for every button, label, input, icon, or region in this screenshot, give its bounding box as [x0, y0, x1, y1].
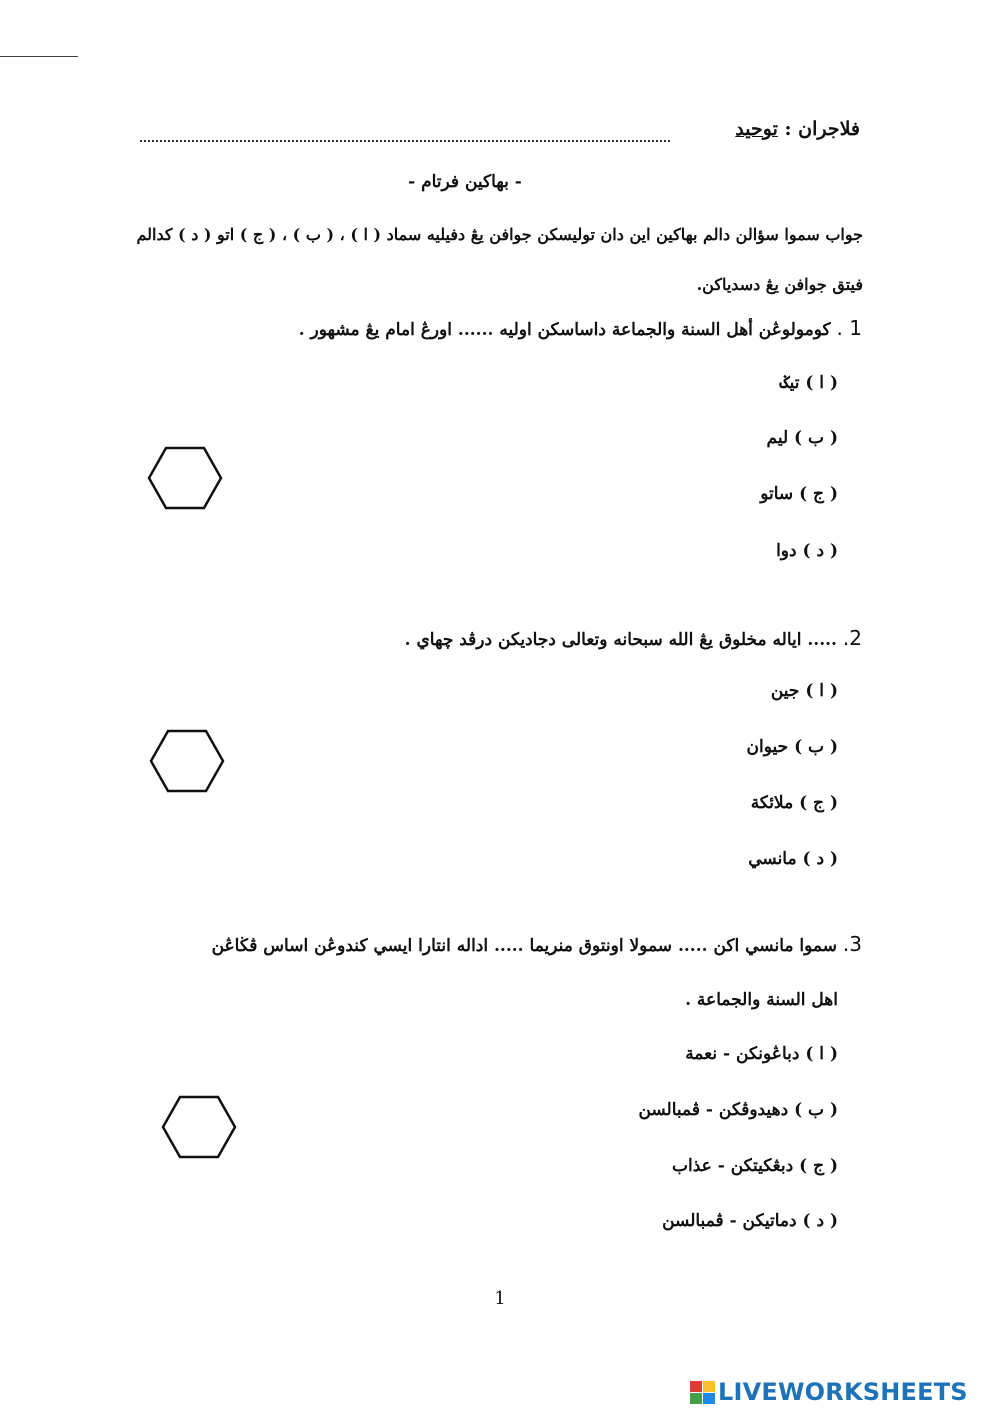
- hexagon-icon: [147, 446, 223, 510]
- question-2: [405, 626, 862, 650]
- title-row: [140, 118, 860, 148]
- q1-answer-box[interactable]: [147, 446, 223, 510]
- page-number: 1: [494, 1288, 506, 1309]
- q3-answer-box[interactable]: [161, 1095, 237, 1159]
- liveworksheets-brand[interactable]: [690, 1378, 994, 1408]
- q3-option-c[interactable]: ( ج ) دبڠكيتكن - عذاب: [672, 1156, 838, 1176]
- question-1: [299, 316, 862, 340]
- q1-option-d[interactable]: ( د ) دوا: [776, 541, 838, 561]
- q2-option-a[interactable]: ( ا ) جين: [770, 681, 838, 701]
- question-3-continuation: اهل السنة والجماعة .: [685, 990, 838, 1010]
- q1-option-b[interactable]: ( ب ) ليم: [766, 428, 838, 448]
- question-2-text: ..... اياله مخلوق يڠ الله سبحانه وتعالى دجاديكن درڤد چهاي .: [404, 630, 837, 650]
- subject-heading: [735, 118, 860, 140]
- name-dotted-line: [140, 140, 670, 142]
- question-3-text: سموا مانسي اكن ..... سمولا اونتوق منريما ..... اداله انتارا ايسي كندوڠن اساس ڤڬاڠن: [211, 936, 837, 956]
- subject-label: فلاجران :: [784, 118, 860, 140]
- section-title: - بهاكين فرتام -: [408, 172, 522, 192]
- question-3-number: 3.: [842, 932, 862, 956]
- instructions: جواب سموا سؤالن دالم بهاكين اين دان توليسكن جوافن يڠ دفيليه سماد ( ا ) ، ( ب ) ، ( ج ) اتو ( د ) كدالم فيتق جوافن يڠ دسدياكن.: [136, 225, 863, 294]
- q1-option-c[interactable]: ( ج ) ساتو: [760, 484, 838, 504]
- q3-option-b[interactable]: ( ب ) دهيدوڤكن - ڤمبالسن: [638, 1100, 838, 1120]
- liveworksheets-logo-icon: [690, 1381, 716, 1405]
- q3-option-d[interactable]: ( د ) دماتيكن - ڤمبالسن: [662, 1211, 838, 1231]
- q1-option-a[interactable]: ( ا ) تيݢ: [779, 373, 838, 393]
- question-2-number: 2.: [842, 626, 862, 650]
- question-1-number: 1 .: [836, 316, 862, 340]
- hexagon-icon: [149, 729, 225, 793]
- q3-option-a[interactable]: ( ا ) دباڠونكن - نعمة: [685, 1044, 838, 1064]
- question-1-text: كومولوڠن أهل السنة والجماعة داساسكن اوليه ...... اورڠ امام يڠ مشهور .: [298, 320, 831, 340]
- corner-rule: [0, 56, 78, 57]
- topic-label: توحيد: [735, 118, 778, 140]
- q2-option-c[interactable]: ( ج ) ملائكة: [750, 793, 838, 813]
- question-3: [212, 932, 862, 956]
- q2-option-d[interactable]: ( د ) مانسي: [748, 849, 838, 869]
- q2-option-b[interactable]: ( ب ) حيوان: [746, 737, 838, 757]
- q2-answer-box[interactable]: [149, 729, 225, 793]
- hexagon-icon: [161, 1095, 237, 1159]
- brand-text: LIVEWORKSHEETS: [718, 1378, 968, 1406]
